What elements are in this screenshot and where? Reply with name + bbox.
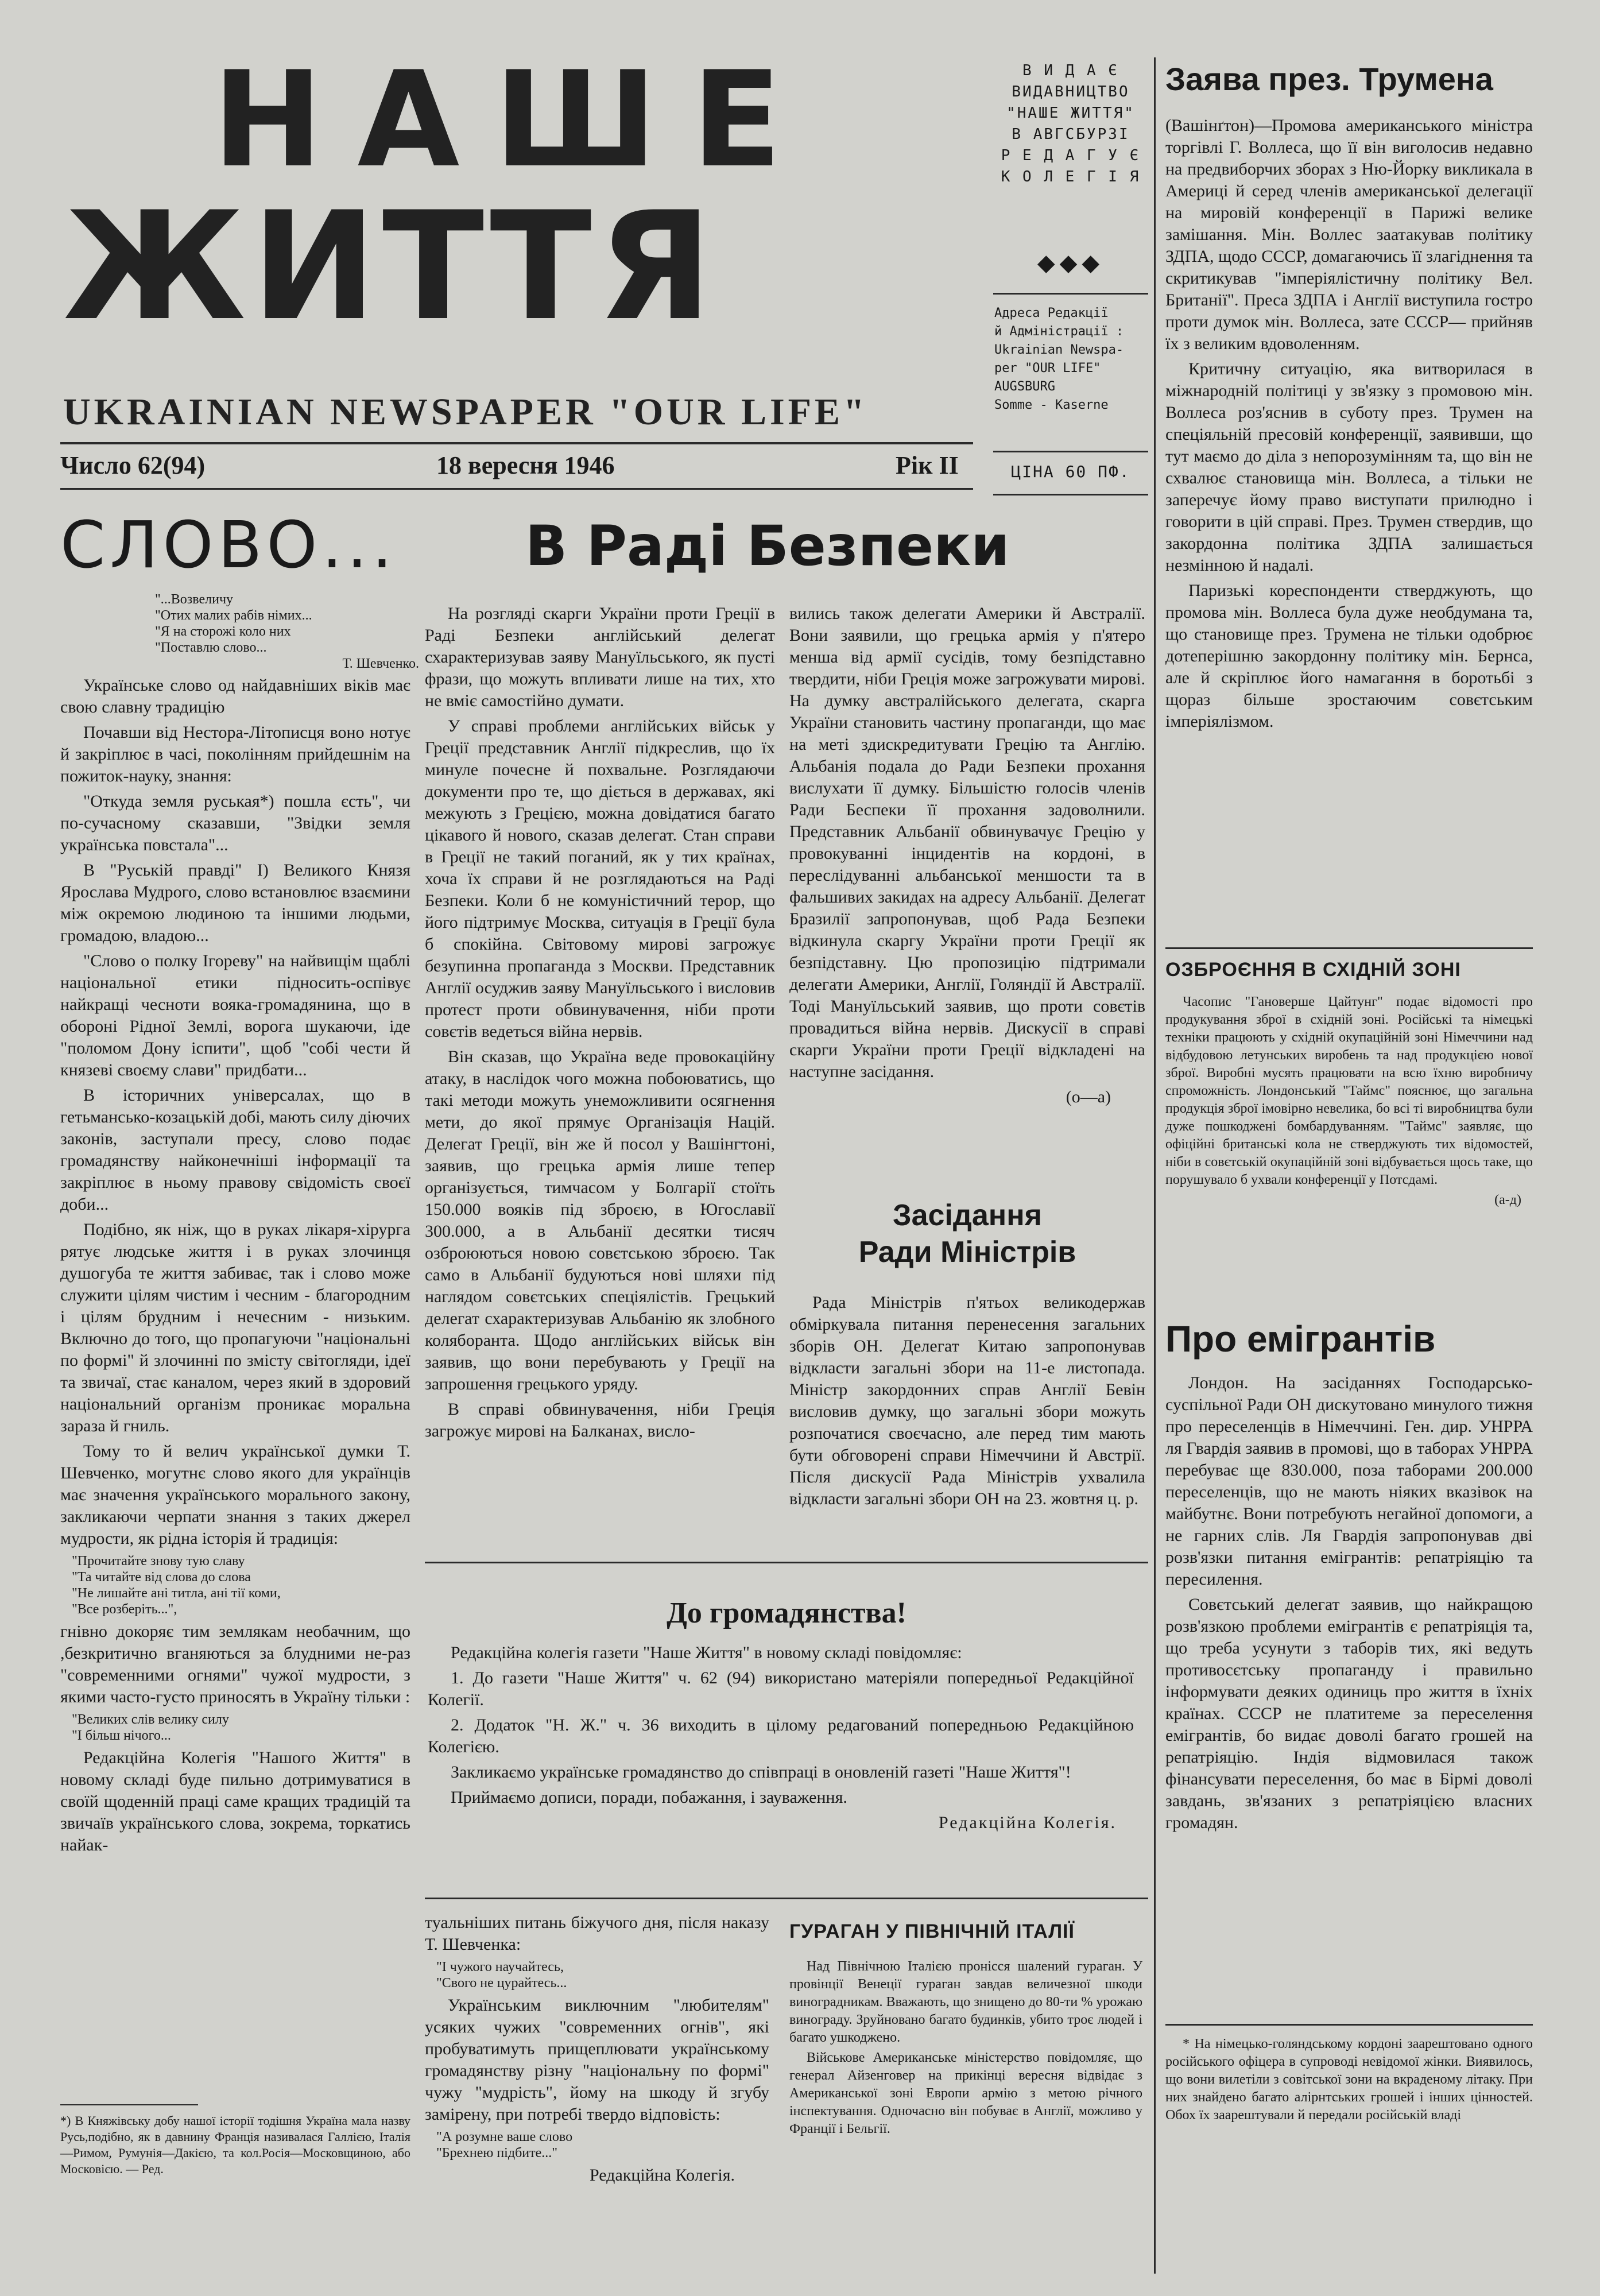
emigranty-title: Про емігрантів xyxy=(1165,1318,1436,1360)
publisher-line: "НАШЕ ЖИТТЯ" xyxy=(1006,104,1135,122)
publisher-line: К О Л Е Г І Я xyxy=(1001,168,1141,185)
poem xyxy=(436,2129,769,2161)
masthead-title-line2: ЖИТТЯ xyxy=(63,180,718,354)
epigraph-author: Т. Шевченко. xyxy=(342,656,419,671)
slovo-article-body xyxy=(60,675,410,1860)
issue-date: 18 вересня 1946 xyxy=(436,451,615,479)
paragraph: У справі проблеми англійських військ у Греції представник Англії підкреслив, що їх минуле почесне й похвальне. Розглядаючи документи про те, що діється в державах, які межують з Грецією, можна довідатися багато цікавого й нового, сказав делегат. Стан справи в Греції не такий поганий, як у тих країнах, хоча їх справи й не розглядаються на Раді Безпеки. Коли б не комуністичний терор, що його підтримує Москва, ситуація в Греції була б спокійна. Світовому мирові загрожує безупинна пропаганда з Москви. Представник Англії осуджив заяву Мануїльського і висловив протест проти обвинувачення, ніби проти совєтів ведеться війна нервів. xyxy=(425,717,775,1041)
price-rule-bottom xyxy=(993,494,1148,495)
paragraph: "Слово о полку Ігореву" на найвищім щаблі національної етики підносить-оспівує найкращі чесноти вояка-громадянина, що в обороні Рідної Землі, ворога шукаючи, іде "поломом Дону іспити", щоб "собі чести й князеві своєму слави" придбати... xyxy=(60,951,410,1079)
hromadianstvo-title: До громадянства! xyxy=(667,1597,906,1629)
address-line: AUGSBURG xyxy=(994,380,1055,394)
ornament: ◆◆◆ xyxy=(1037,250,1105,276)
paragraph: Тому то й велич української думки Т. Шевченко, могутнє слово якого для українців має значення українського морального закону, закликаючи черпати знання з таких джерел мудрости, як рідна історія й традиція: xyxy=(60,1442,410,1548)
address-line: Ukrainian Newspa- xyxy=(994,343,1124,357)
note-rule xyxy=(1165,2024,1533,2026)
paragraph: Він сказав, що Україна веде провокаційну атаку, в наслідок чого можна побоюватись, що такі методи можуть унеможливити осягнення мети, до якої прямує Організація Націй. Делегат Греції, він же й посол у Вашінгтоні, заявив, що грецька армія лише тепер організується, тимчасом у Болгарії стоїть 150.000 вояків під зброєю, в Югославії 300.000, а в Альбанії десятки тисяч озброюються новою совєтською зброєю. Так само в Альбанії будуються нові шляхи під наглядом совєтських спеціялістів. Грецький делегат схарактеризував Альбанію як злобного коляборанта. Щодо англійських військ він заявив, що вони перебувають у Греції на запрошення грецького уряду. xyxy=(425,1047,775,1393)
paragraph: В історичних універсалах, що в гетьмансько-козацькій добі, мають силу діючих законів, заступали пресу, слово подає громадянству найконечніші інформації та закріплює в ньому правову свідомість своєї доби... xyxy=(60,1086,410,1214)
poem xyxy=(72,1553,410,1617)
paragraph: "Откуда земля руськая*) пошла єсть", чи по-сучасному сказавши, "Звідки земля українська повстала"... xyxy=(60,792,410,854)
paragraph: Закликаємо українське громадянство до співпраці в оновленій газеті "Наше Життя"! xyxy=(451,1763,1071,1782)
poem-line: "Брехнею підбите..." xyxy=(436,2146,558,2161)
paragraph: Совєтський делегат заявив, що найкращою розв'язкою проблеми емігрантів є репатріяція та, що треба усунути з таборів тих, які ведуть противосєтську пропаганду і правильно інформувати деяких одиниць про життя в їхніх країнах. СССР не платитеме за переселення емігрантів, бо видає доволі багато грошей на репатріяцію. Індія відмовилася також фінансувати переселення, бо має в Бірмі доволі завдань, зв'язаних з репатріяцією власних громадян. xyxy=(1165,1595,1533,1832)
address-line: Somme - Kaserne xyxy=(994,398,1109,412)
poem-line: "І чужого научайтесь, xyxy=(436,1960,564,1974)
paragraph: Критичну ситуацію, яка витворилася в міжнародній політиці у зв'язку з промовою мін. Воллеса роз'яснив в суботу през. Трумен на спеціяльній пресовій конференції, заявивши, що тут маємо до діла з непорозумінням та, що він не схвалює становища мін. Воллеса, а тільки не заперечує йому право виступати прилюдно і говорити в цій справі. През. Трумен ствердив, що закордонна політика ЗДПА залишається незмінною й надалі. xyxy=(1165,359,1533,575)
paragraph: (Вашінґтон)—Промова американського міністра торгівлі Г. Воллеса, що її він виголосив недавно на предвиборчих зборах з Ню-Йорку викликала в Америці й серед членів американської делегації на мировій конференції в Парижі велике замішання. Мін. Воллес заатакував політику ЗДПА, щодо СССР, домагаючись її злагіднення та скритикував "імперіялістичну політику Вел. Британії". Преса ЗДПА і Англії виступила гостро проти думок мін. Воллеса, зате СССР— прийняв їх з великим вдоволенням. xyxy=(1165,116,1533,353)
paragraph: В "Руській правді" І) Великого Князя Ярослава Мудрого, слово встановлює взаємини між окремою людиною та іншими людьми, громадою, владою... xyxy=(60,861,410,945)
slovo-footnote: *) В Княжівську добу нашої історії тодішня Україна мала назву Русь,подібно, як в давнину Франція називалася Галлією, Італія—Римом, Румунія—Дакією, та кол.Росія—Московщиною, або Московією. — Ред. xyxy=(60,2113,410,2176)
huragan-body xyxy=(789,1958,1142,2140)
slovo-continuation xyxy=(425,1912,769,2186)
slovo-epigraph xyxy=(155,591,419,672)
publisher-line: В И Д А Є xyxy=(1022,62,1119,79)
publisher-box xyxy=(993,60,1148,188)
box-rule-top xyxy=(425,1562,1148,1563)
address-line: per "OUR LIFE" xyxy=(994,361,1101,375)
ministers-title-line: Засідання xyxy=(893,1199,1042,1232)
epigraph-line: "Отих малих рабів німих... xyxy=(155,608,312,623)
paragraph: Редакційна Колегія "Нашого Життя" в новому складі буде пильно дотримуватися в своїй щоденній праці саме кращих традицій та звичаїв українського слова, зокрема, торкатись найак- xyxy=(60,1748,410,1854)
issue-number: Число 62(94) xyxy=(60,451,206,479)
hromadianstvo-signature: Редакційна Колегія. xyxy=(938,1813,1117,1832)
paragraph: Лондон. На засіданнях Господарсько-суспільної Ради ОН дискутовано минулого тижня про переселенців в Німеччині. Ген. дир. УНРРА ля Гвардія заявив в промові, що в таборах УНРРА перебуває ще 830.000, поза таборами 200.000 переселенців, що не мають ніяких вказівок на майбутнє. Вони потребують негайної допомоги, а не гарних слів. Ля Гвардія запропонував дві розв'язки питання емігрантів: репатріяцію та пересилення. xyxy=(1165,1373,1533,1589)
truman-body xyxy=(1165,115,1533,736)
note-body xyxy=(1165,2035,1533,2127)
epigraph-line: "Я на сторожі коло них xyxy=(155,624,291,639)
paragraph: В справі обвинувачення, ніби Греція загрожує мирові на Балканах, висло- xyxy=(425,1400,775,1441)
epigraph-line: "...Возвеличу xyxy=(155,592,234,607)
issue-year: Рік II xyxy=(896,451,959,479)
paragraph: Редакційна колегія газети "Наше Життя" в новому складі повідомляє: xyxy=(451,1643,962,1662)
poem-line: "Та читайте від слова до слова xyxy=(72,1570,251,1585)
slovo-signature: Редакційна Колегія. xyxy=(589,2166,735,2185)
truman-title: Заява през. Трумена xyxy=(1165,61,1493,97)
ozbroiennia-body xyxy=(1165,993,1533,1209)
poem-line: "Великих слів велику силу xyxy=(72,1712,229,1727)
publisher-line: ВИДАВНИЦТВО xyxy=(1012,83,1130,100)
paragraph: Приймаємо дописи, поради, побажання, і зауваження. xyxy=(451,1788,847,1807)
address-line: Адреса Редакції xyxy=(994,306,1109,320)
column-divider xyxy=(1154,57,1156,2274)
poem xyxy=(72,1712,410,1744)
price-rule xyxy=(993,451,1148,452)
poem-line: "Не лишайте ані титла, ані тії коми, xyxy=(72,1586,281,1601)
paragraph: Українським виключним "любителям" усяких чужих "современних огнів", які пробуватимуть прищеплювати українському громадянству різну "національну по формі" чужу "мудрість", йому на шкоду й згубу замірену, при потребі твердо відповість: xyxy=(425,1996,769,2124)
poem-line: "Прочитайте знову тую славу xyxy=(72,1554,245,1569)
ozbroiennia-title: ОЗБРОЄННЯ В СХІДНІЙ ЗОНІ xyxy=(1165,959,1461,981)
ministers-title-line: Ради Міністрів xyxy=(858,1236,1076,1269)
slovo-title: СЛОВО... xyxy=(60,508,397,583)
paragraph: На розгляді скарги України проти Греції в Раді Безпеки англійський делегат схарактеризував заяву Мануїльського, як пусті фрази, що можуть впливати лише на тих, хто не вміє самостійно думати. xyxy=(425,604,775,710)
masthead-rule-bottom xyxy=(60,488,973,490)
paragraph: Рада Міністрів п'ятьох великодержав обміркувала питання перенесення загальних зборів ОН. Делегат Китаю запропонував відкласти загальні збори на 11-е листопада. Міністр закордонних справ Англії Бевін висловив думку, що загальні збори можуть розпочатися своєчасно, але перед тим мають бути обговорені справи Німеччини й Австрії. Після дискусії Рада Міністрів ухвалила відкласти загальні збори ОН на 23. жовтня ц. р. xyxy=(789,1293,1145,1508)
footnote-rule xyxy=(60,2104,198,2105)
masthead-title-line1: НАШЕ xyxy=(212,44,816,197)
paragraph: Українське слово од найдавніших віків має свою славну традицію xyxy=(60,676,410,717)
rada-signature: (о—а) xyxy=(1066,1087,1111,1106)
poem xyxy=(436,1959,769,1991)
publisher-line: Р Е Д А Г У Є xyxy=(1001,147,1141,164)
paragraph: вились також делегати Америки й Австралії. Вони заявили, що грецька армія у п'ятеро менша від армії сусідів, тому безпідставно твердити, ніби Греція може загрожувати мирові. На думку австралійського делегата, скарга України становить частину пропаганди, що має на меті здискредитувати Грецію та Англію. Альбанія подала до Ради Безпеки прохання вислухати її думку. Більшістю голосів членів Ради Беспеки її прохання задоволнили. Представник Альбанії обвинувачує Грецію у провокуванні інцидентів на кордоні, в переслідуванні альбанської меншости та в фальшивих закидах на адресу Альбанії. Делегат Бразилії запропонував, щоб Рада Безпеки відкинула скаргу України проти Греції як безпідставну. Цю пропозицію підтримали делегати Америки, Англії, Голяндії й Австралії. Тоді Мануїльський заявив, що проти совєтів провадиться війна нервів. Дискусії в справі скарги України проти Греції відкладені на наступне засідання. xyxy=(789,604,1145,1081)
epigraph-line: "Поставлю слово... xyxy=(155,640,267,655)
box-rule-bottom xyxy=(425,1898,1148,1899)
huragan-title: ГУРАГАН У ПІВНІЧНІЙ ІТАЛІЇ xyxy=(789,1921,1075,1942)
list-item: 2. Додаток "Н. Ж." ч. 36 виходить в цілому редагований попередньою Редакційною Колегією. xyxy=(428,1716,1134,1756)
masthead-rule xyxy=(60,442,973,444)
paragraph: * На німецько-голяндському кордоні заарештовано одного російського офіцера в супроводі невідомої жінки. Виявилось, що вони вилетіли з совітської зони на вкраденому літаку. При них знайдено багато алірнтських грошей і інших цінностей. Обох їх заарештували й передали російській владі xyxy=(1165,2036,1533,2123)
address-line: й Адміністрації : xyxy=(994,324,1124,339)
emigranty-body xyxy=(1165,1372,1533,1837)
poem-line: "Свого не цурайтесь... xyxy=(436,1976,567,1991)
paragraph: Часопис "Гановерше Цайтунг" подає відомості про продукування зброї в східній зоні. Російські та німецькі техніки працюють у східній окупаційній зоні Німеччини над відбудовою летунських виробень та над продукцією нової зброї. Виробні мусять працювати на всю їхню виробничу спроможність. Лондонський "Таймс" пояснює, що загальна продукція зброї імовірно невелика, бо всі ті виробництва були дуже пошкоджені бомбардуванням. "Таймс" заявляє, що офіційні британські кола не стверджують тих відомостей, ніби в совєтській окупаційній зоні відбувається щось таке, що порушувало б ухвали конференції у Потсдамі. xyxy=(1165,994,1533,1187)
paragraph: Паризькі кореспонденти стверджують, що промова мін. Воллеса була дуже необдумана та, що становище през. Трумена не тільки одобрює дотеперішню закордонну політику мін. Бернса, але й скріплює його намагання в боротьбі з щораз більше зростаючим совєтським імперіялізмом. xyxy=(1165,581,1533,731)
price: ЦІНА 60 ПФ. xyxy=(1011,462,1130,481)
hromadianstvo-body xyxy=(428,1642,1134,1834)
masthead-subtitle: UKRAINIAN NEWSPAPER "OUR LIFE" xyxy=(63,391,868,433)
poem-line: "А розумне ваше слово xyxy=(436,2129,573,2144)
paragraph: Над Північною Італією пронісся шалений гураган. У провінції Венеції гураган завдав величезної шкоди виноградникам. Вважають, що знищено до 80-ти % урожаю винограду. Зруйновано багато будинків, убито троє людей і багато ушкоджено. xyxy=(789,1959,1142,2045)
list-item: 1. До газети "Наше Життя" ч. 62 (94) використано матеріяли попередньої Редакційної Колегії. xyxy=(428,1668,1134,1709)
paragraph: Військове Американське міністерство повідомляє, що генерал Айзенговер на прикінці вересня відвідає з Американської зоні Европи армію з метою річного інспектування. Одночасно він побуває в Англії, можливо у Франції і Бельгії. xyxy=(789,2050,1142,2136)
poem-line: "Все розберіть...", xyxy=(72,1602,177,1617)
paragraph: туальніших питань біжучого дня, після наказу Т. Шевченка: xyxy=(425,1913,769,1954)
ozbroiennia-signature: (а-д) xyxy=(1494,1192,1521,1207)
ozbroiennia-rule xyxy=(1165,947,1533,949)
address-rule xyxy=(993,293,1148,295)
rada-column-2 xyxy=(789,603,1145,1108)
rada-title: В Раді Безпеки xyxy=(525,514,1010,578)
paragraph: гнівно докоряє тим землякам необачним, що ,безкритично вганяються за блудними не-раз "современними огнями" чужої мудрости, з якими часто-густо приносять в Україну тільки : xyxy=(60,1622,410,1706)
ministers-body xyxy=(789,1292,1145,1513)
rada-column-1 xyxy=(425,603,775,1446)
paragraph: Почавши від Нестора-Літописця воно нотує й закріплює в часі, поколінням прийдешнім на пожиток-науку, знання: xyxy=(60,723,410,785)
address-box xyxy=(994,304,1149,415)
ministers-title xyxy=(789,1197,1145,1271)
publisher-line: В АВГСБУРЗІ xyxy=(1012,126,1130,143)
poem-line: "І більш нічого... xyxy=(72,1728,171,1743)
paragraph: Подібно, як ніж, що в руках лікаря-хірурга рятує людське життя і в руках злочинця душогуба те життя забиває, так і слово може служити цілям чистим і чесним - благородним і цілям брудним і нечесним - низьким. Включно до того, що пропагуючи "національні по формі" й злочинні по змісту світогляди, ідеї та звичаї, стає каналом, через який в здоровий національний організм проникає моральна зараза й гниль. xyxy=(60,1220,410,1435)
